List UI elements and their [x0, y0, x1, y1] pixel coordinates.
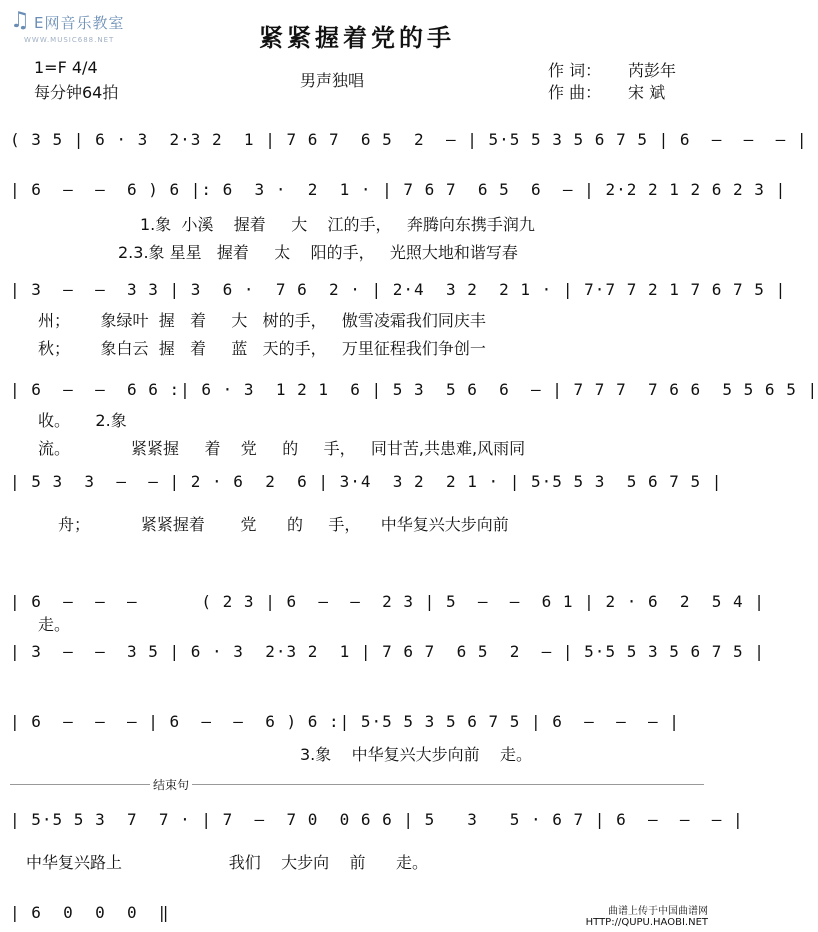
lyric-line: 秋； 象白云 握 着 蓝 天的手， 万里征程我们争创一 [38, 339, 486, 358]
notation-line: | 5 3 3 — — | 2 · 6 2 6 | 3·4 3 2 2 1 · | 5·5 5 3 5 6 7 5 | [10, 472, 723, 491]
lyric-line: 流。 紧紧握 着 党 的 手， 同甘苦,共患难,风雨同 [38, 439, 526, 458]
notation-line: | 6 0 0 0 ‖ [10, 903, 170, 922]
logo-url: WWW.MUSIC688.NET [24, 36, 115, 44]
lyric-line: 收。 2.象 [38, 411, 127, 430]
key-signature: 1=F 4/4 [34, 58, 98, 77]
footer-line2: HTTP://QUPU.HAOBI.NET [585, 917, 708, 928]
notation-line: | 3 — — 3 3 | 3 6 · 7 6 2 · | 2·4 3 2 2 1 · | 7·7 7 2 1 7 6 7 5 | [10, 280, 787, 299]
lyric-line: 1.象 小溪 握着 大 江的手， 奔腾向东携手润九 [140, 215, 535, 234]
notation-line: | 3 — — 3 5 | 6 · 3 2·3 2 1 | 7 6 7 6 5 2 — | 5·5 5 3 5 6 7 5 | [10, 642, 765, 661]
footer [586, 906, 708, 928]
notation-line: | 6 — — — ( 2 3 | 6 — — 2 3 | 5 — — 6 1 | 2 · 6 2 5 4 | [10, 592, 765, 611]
music-note-icon: ♫ [10, 8, 30, 33]
lyric-line: 3.象 中华复兴大步向前 走。 [300, 745, 532, 764]
ending-label: 结束句 [150, 776, 192, 793]
lyric-line: 走。 [38, 615, 71, 634]
ending-divider [10, 784, 704, 785]
lyric-line: 州； 象绿叶 握 着 大 树的手， 傲雪凌霜我们同庆丰 [38, 311, 486, 330]
composer-label: 作 曲： [548, 83, 602, 102]
notation-line: | 6 — — 6 6 :| 6 · 3 1 2 1 6 | 5 3 5 6 6 — | 7 7 7 7 6 6 5 5 6 5 | [10, 380, 818, 399]
lyric-line: 中华复兴路上 我们 大步向 前 走。 [26, 853, 429, 872]
lyricist-label: 作 词： [548, 61, 602, 80]
logo-text: E网音乐教室 [34, 14, 125, 32]
lyricist: 芮彭年 [628, 61, 677, 80]
notation-line: | 6 — — — | 6 — — 6 ) 6 :| 5·5 5 3 5 6 7 5 | 6 — — — | [10, 712, 680, 731]
tempo: 每分钟64拍 [34, 83, 119, 102]
composer: 宋 斌 [628, 83, 666, 102]
notation-line: | 5·5 5 3 7 7 · | 7 — 7 0 0 6 6 | 5 3 5 · 6 7 | 6 — — — | [10, 810, 744, 829]
lyric-line: 2.3.象 星星 握着 太 阳的手， 光照大地和谐写春 [118, 243, 518, 262]
song-title: 紧紧握着党的手 [259, 23, 455, 52]
footer-line1: 曲谱上传于中国曲谱网 [608, 906, 708, 917]
notation-line: ( 3 5 | 6 · 3 2·3 2 1 | 7 6 7 6 5 2 — | 5·5 5 3 5 6 7 5 | 6 — — — | [10, 130, 808, 149]
notation-line: | 6 — — 6 ) 6 |: 6 3 · 2 1 · | 7 6 7 6 5 6 — | 2·2 2 1 2 6 2 3 | [10, 180, 787, 199]
lyric-line: 舟； 紧紧握着 党 的 手， 中华复兴大步向前 [58, 515, 509, 534]
performance-type: 男声独唱 [300, 71, 365, 90]
